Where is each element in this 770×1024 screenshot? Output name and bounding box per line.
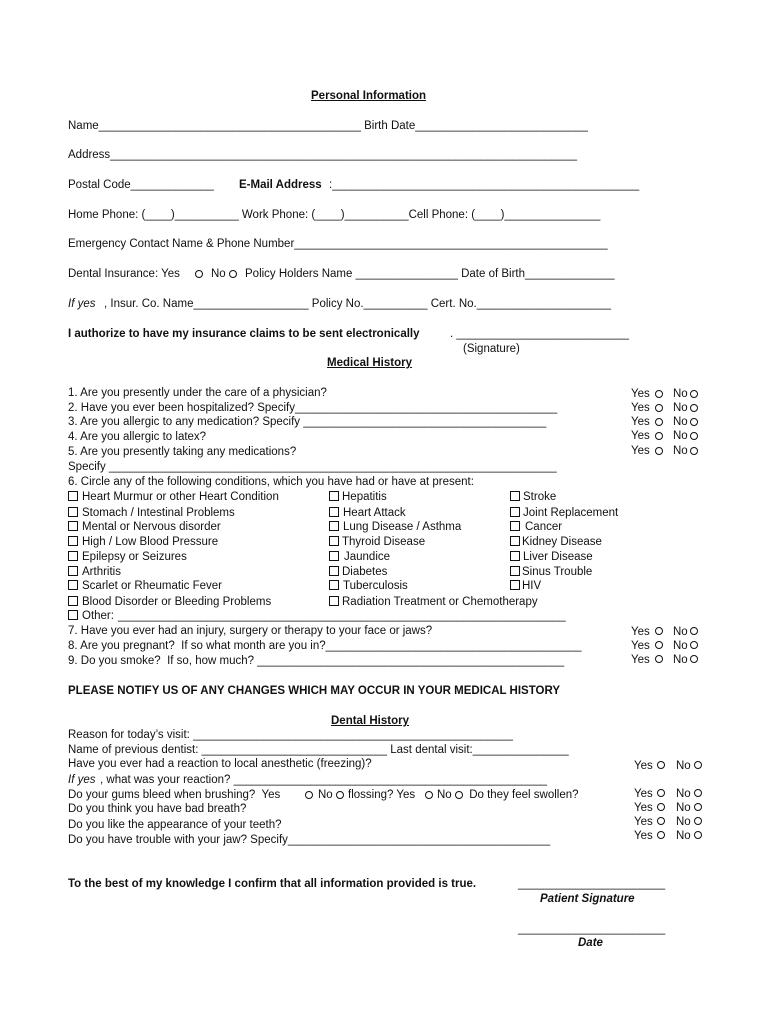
yes-radio[interactable]: [657, 831, 665, 839]
condition-checkbox[interactable]: [329, 507, 339, 517]
no-radio[interactable]: [694, 817, 702, 825]
yes-radio[interactable]: [655, 390, 663, 398]
gums-flossing-label: flossing? Yes: [348, 789, 416, 801]
patient-signature-caption: Patient Signature: [540, 893, 635, 905]
yes-radio[interactable]: [657, 803, 665, 811]
condition-checkbox[interactable]: [510, 521, 520, 531]
other-condition-field[interactable]: ______________________________________________________________________: [118, 610, 566, 622]
condition-checkbox[interactable]: [68, 551, 78, 561]
condition-checkbox[interactable]: [68, 580, 78, 590]
address-field[interactable]: Address_________________________________________________________________________: [68, 149, 578, 161]
no-radio[interactable]: [694, 789, 702, 797]
no-radio[interactable]: [690, 404, 698, 412]
condition-checkbox[interactable]: [68, 596, 78, 606]
medical-question-4: 4. Are you allergic to latex?: [68, 431, 207, 443]
insurance-no-radio[interactable]: [229, 270, 237, 278]
condition-checkbox[interactable]: [329, 566, 339, 576]
yes-radio[interactable]: [655, 627, 663, 635]
no-label: No: [676, 830, 691, 842]
condition-label: Blood Disorder or Bleeding Problems: [82, 596, 272, 608]
no-label: No: [673, 388, 688, 400]
no-label: No: [673, 402, 688, 414]
yes-radio[interactable]: [655, 447, 663, 455]
condition-checkbox[interactable]: [329, 521, 339, 531]
anesthetic-question: Have you ever had a reaction to local anesthetic (freezing)?: [68, 758, 372, 770]
confirm-statement: To the best of my knowledge I confirm that all information provided is true.: [68, 878, 477, 890]
visit-reason-field[interactable]: Reason for today’s visit: __________________________________________________: [68, 729, 513, 741]
yes-radio[interactable]: [657, 789, 665, 797]
condition-label: Sinus Trouble: [522, 566, 593, 578]
reaction-field[interactable]: , what was your reaction? _________________________________________________: [100, 774, 547, 786]
personal-heading: Personal Information: [311, 90, 427, 102]
condition-label: Other:: [82, 610, 114, 622]
medical-question-7: 7. Have you ever had an injury, surgery or therapy to your face or jaws?: [68, 625, 433, 637]
condition-checkbox[interactable]: [510, 580, 520, 590]
previous-dentist-field[interactable]: Name of previous dentist: _____________________________ Last dental visit:_______________: [68, 744, 569, 756]
yes-label: Yes: [631, 416, 650, 428]
email-field[interactable]: :________________________________________________: [329, 179, 640, 191]
yes-label: Yes: [634, 830, 653, 842]
condition-checkbox[interactable]: [510, 566, 520, 576]
insurance-label: Dental Insurance: Yes: [68, 268, 180, 280]
medical-question-1: 1. Are you presently under the care of a physician?: [68, 387, 327, 399]
medication-specify-field[interactable]: Specify ______________________________________________________________________: [68, 461, 557, 473]
appearance-question: Do you like the appearance of your teeth?: [68, 819, 282, 831]
yes-radio[interactable]: [655, 641, 663, 649]
no-radio[interactable]: [694, 831, 702, 839]
no-label: No: [673, 654, 688, 666]
name-birthdate-field[interactable]: Name_________________________________________ Birth Date___________________________: [68, 120, 588, 132]
no-radio[interactable]: [690, 418, 698, 426]
authorize-statement: I authorize to have my insurance claims to be sent electronically: [68, 328, 420, 340]
yes-label: Yes: [631, 626, 650, 638]
condition-label: Heart Attack: [343, 507, 406, 519]
condition-label: Radiation Treatment or Chemotherapy: [342, 596, 538, 608]
condition-label: Stomach / Intestinal Problems: [82, 507, 235, 519]
yes-label: Yes: [631, 402, 650, 414]
no-label: No: [676, 788, 691, 800]
gums-no-label: No: [318, 789, 333, 801]
condition-checkbox[interactable]: [329, 491, 339, 501]
if-yes-label: If yes: [68, 298, 96, 310]
condition-label: Stroke: [523, 491, 557, 503]
insurance-no-label: No: [211, 268, 226, 280]
insurance-yes-radio[interactable]: [195, 270, 203, 278]
yes-label: Yes: [631, 388, 650, 400]
yes-label: Yes: [634, 816, 653, 828]
condition-label: Diabetes: [342, 566, 388, 578]
phone-fields[interactable]: Home Phone: (____)__________ Work Phone: (____)__________Cell Phone: (____)_______________: [68, 209, 601, 221]
condition-label: Lung Disease / Asthma: [343, 521, 462, 533]
condition-checkbox[interactable]: [329, 580, 339, 590]
swollen-question: Do they feel swollen?: [466, 789, 579, 801]
condition-checkbox[interactable]: [510, 507, 520, 517]
condition-checkbox[interactable]: [68, 521, 78, 531]
date-caption: Date: [578, 937, 603, 949]
no-label: No: [676, 760, 691, 772]
yes-label: Yes: [631, 654, 650, 666]
gums-flossing-yes-radio[interactable]: [425, 791, 433, 799]
medical-question-3[interactable]: 3. Are you allergic to any medication? Specify ______________________________________: [68, 416, 547, 428]
gums-brushing-yes-radio[interactable]: [305, 791, 313, 799]
condition-label: Tuberculosis: [343, 580, 408, 592]
yes-radio[interactable]: [655, 432, 663, 440]
no-radio[interactable]: [694, 761, 702, 769]
condition-label: HIV: [522, 580, 542, 592]
yes-label: Yes: [634, 788, 653, 800]
gums-no-label: No: [437, 789, 452, 801]
yes-label: Yes: [634, 802, 653, 814]
condition-checkbox[interactable]: [329, 536, 339, 546]
medical-question-9[interactable]: 9. Do you smoke? If so, how much? ________________________________________________: [68, 655, 565, 667]
no-radio[interactable]: [690, 627, 698, 635]
no-label: No: [676, 802, 691, 814]
dental-heading: Dental History: [331, 715, 409, 727]
gums-flossing-no-radio[interactable]: [455, 791, 463, 799]
signature-caption: (Signature): [463, 343, 520, 355]
gums-brushing-no-radio[interactable]: [336, 791, 344, 799]
policy-holder-field[interactable]: Policy Holders Name ________________ Date of Birth______________: [245, 268, 615, 280]
condition-label: Liver Disease: [523, 551, 593, 563]
no-label: No: [673, 445, 688, 457]
condition-label: Cancer: [525, 521, 563, 533]
condition-label: Heart Murmur or other Heart Condition: [82, 491, 279, 503]
medical-heading: Medical History: [327, 357, 412, 369]
yes-radio[interactable]: [655, 404, 663, 412]
condition-label: Hepatitis: [342, 491, 387, 503]
condition-label: Arthritis: [82, 566, 121, 578]
no-radio[interactable]: [690, 390, 698, 398]
condition-label: Epilepsy or Seizures: [82, 551, 187, 563]
if-yes-label: If yes: [68, 774, 96, 786]
condition-label: Kidney Disease: [522, 536, 602, 548]
patient-signature-field[interactable]: _______________________: [518, 878, 666, 890]
condition-checkbox[interactable]: [329, 551, 339, 561]
no-radio[interactable]: [690, 641, 698, 649]
condition-checkbox[interactable]: [68, 610, 78, 620]
condition-checkbox[interactable]: [329, 596, 339, 606]
yes-radio[interactable]: [657, 761, 665, 769]
breath-question: Do you think you have bad breath?: [68, 803, 247, 815]
yes-radio[interactable]: [655, 655, 663, 663]
no-radio[interactable]: [690, 432, 698, 440]
condition-label: Joint Replacement: [523, 507, 619, 519]
no-label: No: [673, 430, 688, 442]
condition-checkbox[interactable]: [68, 507, 78, 517]
medical-question-8[interactable]: 8. Are you pregnant? If so what month are you in?________________________________________: [68, 640, 582, 652]
email-label: E-Mail Address: [239, 179, 322, 191]
condition-checkbox[interactable]: [510, 551, 520, 561]
condition-checkbox[interactable]: [510, 536, 520, 546]
no-radio[interactable]: [690, 655, 698, 663]
condition-checkbox[interactable]: [68, 566, 78, 576]
condition-label: Scarlet or Rheumatic Fever: [82, 580, 222, 592]
yes-radio[interactable]: [655, 418, 663, 426]
condition-label: High / Low Blood Pressure: [82, 536, 219, 548]
condition-label: Mental or Nervous disorder: [82, 521, 221, 533]
no-label: No: [673, 640, 688, 652]
jaw-question[interactable]: Do you have trouble with your jaw? Specify_________________________________________: [68, 834, 551, 846]
yes-radio[interactable]: [657, 817, 665, 825]
condition-checkbox[interactable]: [68, 536, 78, 546]
gums-question: Do your gums bleed when brushing? Yes: [68, 789, 281, 801]
condition-checkbox[interactable]: [68, 491, 78, 501]
medical-question-2[interactable]: 2. Have you ever been hospitalized? Specify_________________________________________: [68, 402, 558, 414]
insurer-fields[interactable]: , Insur. Co. Name__________________ Policy No.__________ Cert. No._____________________: [104, 298, 612, 310]
condition-label: Jaundice: [344, 551, 391, 563]
no-radio[interactable]: [694, 803, 702, 811]
notify-notice: PLEASE NOTIFY US OF ANY CHANGES WHICH MAY OCCUR IN YOUR MEDICAL HISTORY: [68, 685, 561, 697]
date-field[interactable]: _______________________: [518, 923, 666, 935]
postal-code-field[interactable]: Postal Code_____________: [68, 179, 214, 191]
no-label: No: [673, 416, 688, 428]
yes-label: Yes: [631, 430, 650, 442]
medical-question-6: 6. Circle any of the following conditions, which you have had or have at present:: [68, 476, 474, 488]
authorize-signature-field[interactable]: . ___________________________: [450, 328, 630, 340]
emergency-contact-field[interactable]: Emergency Contact Name & Phone Number_________________________________________________: [68, 238, 608, 250]
condition-checkbox[interactable]: [510, 491, 520, 501]
medical-question-5: 5. Are you presently taking any medications?: [68, 446, 297, 458]
yes-label: Yes: [634, 760, 653, 772]
no-label: No: [676, 816, 691, 828]
yes-label: Yes: [631, 640, 650, 652]
no-radio[interactable]: [690, 447, 698, 455]
yes-label: Yes: [631, 445, 650, 457]
no-label: No: [673, 626, 688, 638]
condition-label: Thyroid Disease: [342, 536, 426, 548]
